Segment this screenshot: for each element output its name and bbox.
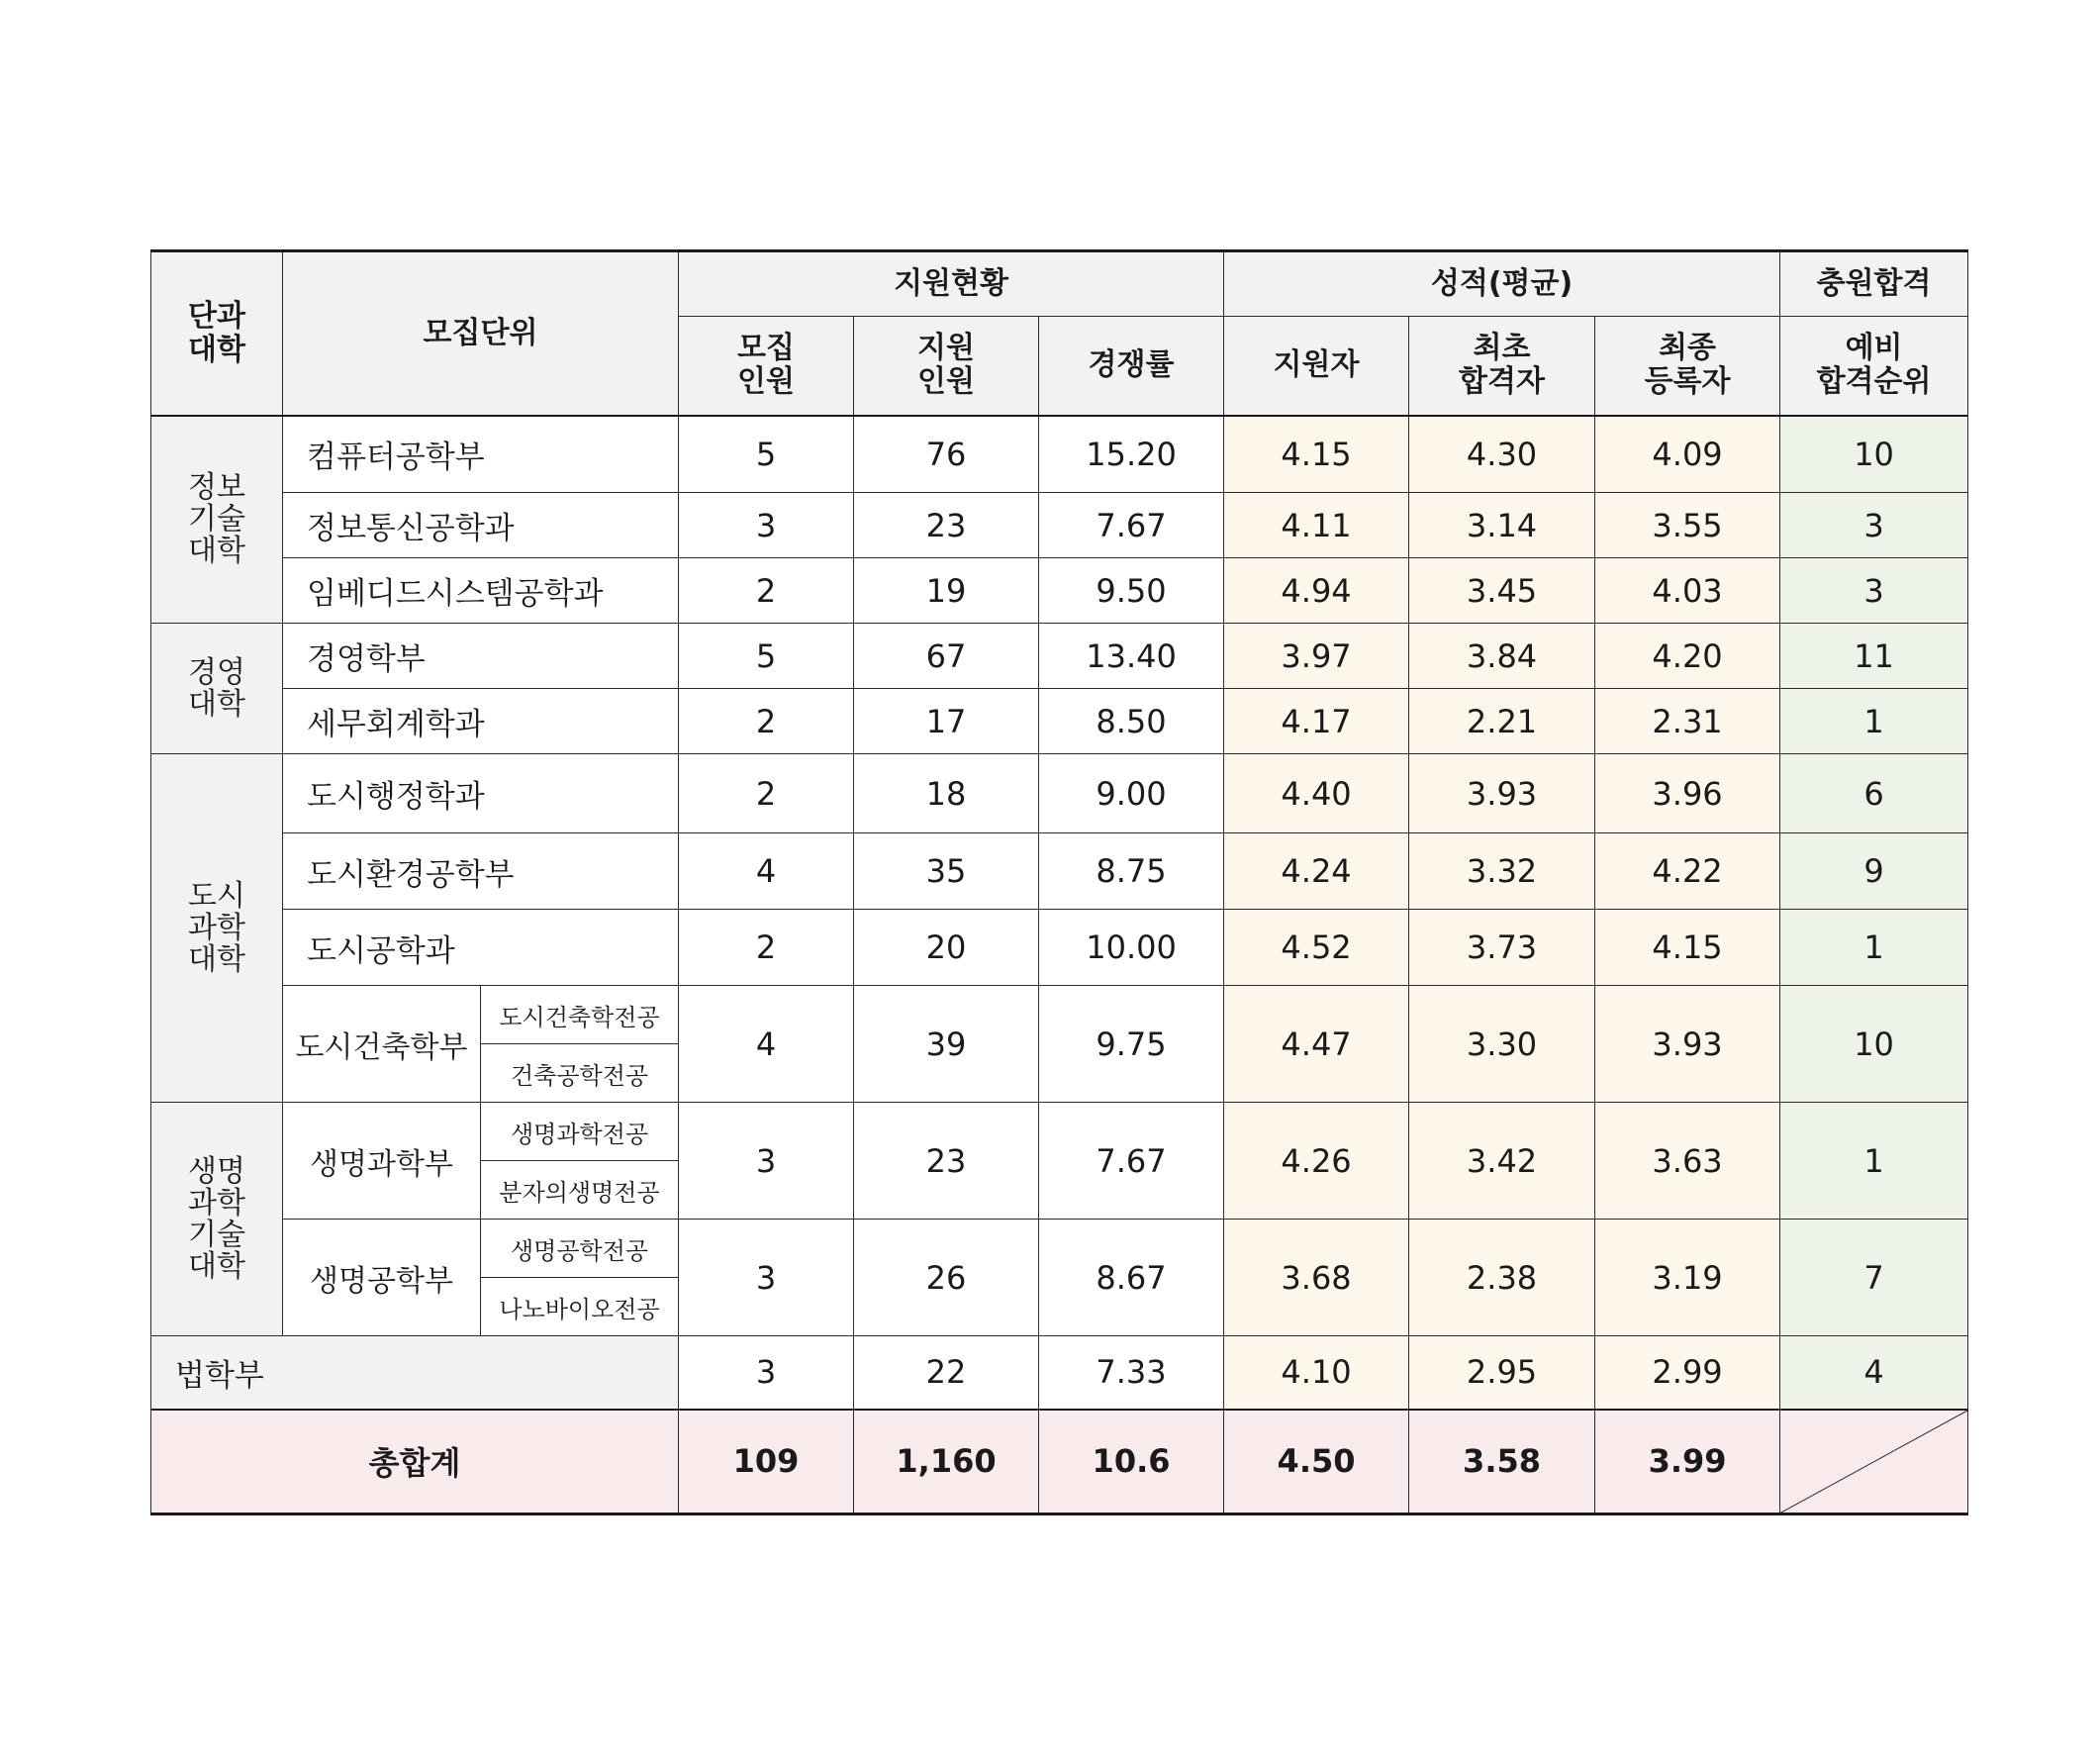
total-grade-final: 3.99 (1595, 1410, 1780, 1514)
dept-cell: 생명공학부 (283, 1220, 481, 1336)
table-row (151, 416, 1968, 493)
wait-rank-cell: 11 (1780, 624, 1968, 689)
major-cell: 도시건축학전공 (481, 986, 679, 1044)
quota-cell: 3 (679, 1220, 854, 1336)
total-grade-first: 3.58 (1409, 1410, 1595, 1514)
dept-cell: 정보통신공학과 (283, 493, 679, 558)
header-ratio: 경쟁률 (1039, 317, 1224, 416)
grade-final-cell: 4.09 (1595, 416, 1780, 493)
dept-cell: 경영학부 (283, 624, 679, 689)
header-grade-group: 성적(평균) (1224, 251, 1780, 317)
major-cell: 나노바이오전공 (481, 1278, 679, 1336)
quota-cell: 3 (679, 493, 854, 558)
wait-rank-cell: 9 (1780, 833, 1968, 910)
quota-cell: 4 (679, 833, 854, 910)
dept-cell: 도시공학과 (283, 910, 679, 986)
ratio-cell: 13.40 (1039, 624, 1224, 689)
grade-final-cell: 2.31 (1595, 689, 1780, 754)
quota-cell: 2 (679, 689, 854, 754)
grade-applicant-cell: 3.68 (1224, 1220, 1409, 1336)
major-cell: 생명공학전공 (481, 1220, 679, 1278)
college-cell: 도시 과학 대학 (151, 754, 283, 1103)
total-empty-cell (1780, 1410, 1968, 1514)
header-apply-group: 지원현황 (679, 251, 1224, 317)
applicants-cell: 18 (854, 754, 1039, 833)
grade-first-cell: 3.14 (1409, 493, 1595, 558)
grade-first-cell: 3.45 (1409, 558, 1595, 624)
total-label: 총합계 (151, 1410, 679, 1514)
header-unit: 모집단위 (283, 251, 679, 416)
grade-first-cell: 2.38 (1409, 1220, 1595, 1336)
ratio-cell: 8.75 (1039, 833, 1224, 910)
wait-rank-cell: 3 (1780, 558, 1968, 624)
total-grade-applicant: 4.50 (1224, 1410, 1409, 1514)
grade-applicant-cell: 4.10 (1224, 1336, 1409, 1410)
college-cell: 경영 대학 (151, 624, 283, 754)
ratio-cell: 10.00 (1039, 910, 1224, 986)
table-row (151, 754, 1968, 833)
ratio-cell: 7.67 (1039, 493, 1224, 558)
ratio-cell: 7.33 (1039, 1336, 1224, 1410)
ratio-cell: 8.67 (1039, 1220, 1224, 1336)
applicants-cell: 17 (854, 689, 1039, 754)
total-row (151, 1410, 1968, 1514)
grade-first-cell: 3.84 (1409, 624, 1595, 689)
wait-rank-cell: 7 (1780, 1220, 1968, 1336)
applicants-cell: 76 (854, 416, 1039, 493)
grade-applicant-cell: 4.24 (1224, 833, 1409, 910)
quota-cell: 5 (679, 624, 854, 689)
applicants-cell: 39 (854, 986, 1039, 1103)
applicants-cell: 23 (854, 493, 1039, 558)
grade-applicant-cell: 4.17 (1224, 689, 1409, 754)
quota-cell: 2 (679, 910, 854, 986)
total-ratio: 10.6 (1039, 1410, 1224, 1514)
applicants-cell: 22 (854, 1336, 1039, 1410)
header-extra-group: 충원합격 (1780, 251, 1968, 317)
quota-cell: 2 (679, 558, 854, 624)
law-dept-cell: 법학부 (151, 1336, 679, 1410)
table-row (151, 1103, 1968, 1161)
table-row (151, 833, 1968, 910)
quota-cell: 2 (679, 754, 854, 833)
applicants-cell: 20 (854, 910, 1039, 986)
grade-final-cell: 3.93 (1595, 986, 1780, 1103)
table-row (151, 1336, 1968, 1410)
wait-rank-cell: 3 (1780, 493, 1968, 558)
grade-applicant-cell: 4.52 (1224, 910, 1409, 986)
dept-cell: 임베디드시스템공학과 (283, 558, 679, 624)
grade-first-cell: 3.30 (1409, 986, 1595, 1103)
dept-cell: 도시환경공학부 (283, 833, 679, 910)
quota-cell: 3 (679, 1103, 854, 1220)
total-applicants: 1,160 (854, 1410, 1039, 1514)
applicants-cell: 26 (854, 1220, 1039, 1336)
table-row (151, 558, 1968, 624)
table-row (151, 493, 1968, 558)
dept-cell: 생명과학부 (283, 1103, 481, 1220)
grade-first-cell: 3.42 (1409, 1103, 1595, 1220)
grade-final-cell: 3.55 (1595, 493, 1780, 558)
major-cell: 생명과학전공 (481, 1103, 679, 1161)
college-cell: 정보 기술 대학 (151, 416, 283, 624)
header-applicants: 지원 인원 (854, 317, 1039, 416)
dept-cell: 도시건축학부 (283, 986, 481, 1103)
grade-first-cell: 3.93 (1409, 754, 1595, 833)
grade-first-cell: 2.21 (1409, 689, 1595, 754)
grade-final-cell: 4.03 (1595, 558, 1780, 624)
grade-final-cell: 4.20 (1595, 624, 1780, 689)
major-cell: 분자의생명전공 (481, 1161, 679, 1220)
header-college: 단과 대학 (151, 251, 283, 416)
grade-applicant-cell: 4.40 (1224, 754, 1409, 833)
grade-first-cell: 3.73 (1409, 910, 1595, 986)
applicants-cell: 19 (854, 558, 1039, 624)
grade-final-cell: 3.96 (1595, 754, 1780, 833)
wait-rank-cell: 10 (1780, 416, 1968, 493)
grade-final-cell: 3.63 (1595, 1103, 1780, 1220)
ratio-cell: 9.50 (1039, 558, 1224, 624)
ratio-cell: 9.00 (1039, 754, 1224, 833)
applicants-cell: 67 (854, 624, 1039, 689)
ratio-cell: 8.50 (1039, 689, 1224, 754)
quota-cell: 5 (679, 416, 854, 493)
wait-rank-cell: 1 (1780, 1103, 1968, 1220)
grade-applicant-cell: 4.47 (1224, 986, 1409, 1103)
grade-first-cell: 2.95 (1409, 1336, 1595, 1410)
dept-cell: 컴퓨터공학부 (283, 416, 679, 493)
dept-cell: 세무회계학과 (283, 689, 679, 754)
grade-applicant-cell: 3.97 (1224, 624, 1409, 689)
total-quota: 109 (679, 1410, 854, 1514)
table-row (151, 689, 1968, 754)
wait-rank-cell: 1 (1780, 689, 1968, 754)
diagonal-slash (1780, 1411, 1967, 1514)
table-row (151, 910, 1968, 986)
ratio-cell: 15.20 (1039, 416, 1224, 493)
admissions-results-table (150, 249, 1968, 1515)
wait-rank-cell: 4 (1780, 1336, 1968, 1410)
ratio-cell: 9.75 (1039, 986, 1224, 1103)
wait-rank-cell: 1 (1780, 910, 1968, 986)
header-grade-final: 최종 등록자 (1595, 317, 1780, 416)
grade-applicant-cell: 4.94 (1224, 558, 1409, 624)
table-row (151, 624, 1968, 689)
applicants-cell: 35 (854, 833, 1039, 910)
grade-first-cell: 3.32 (1409, 833, 1595, 910)
wait-rank-cell: 6 (1780, 754, 1968, 833)
header-grade-first: 최초 합격자 (1409, 317, 1595, 416)
grade-applicant-cell: 4.15 (1224, 416, 1409, 493)
grade-applicant-cell: 4.11 (1224, 493, 1409, 558)
header-quota: 모집 인원 (679, 317, 854, 416)
grade-first-cell: 4.30 (1409, 416, 1595, 493)
applicants-cell: 23 (854, 1103, 1039, 1220)
grade-applicant-cell: 4.26 (1224, 1103, 1409, 1220)
wait-rank-cell: 10 (1780, 986, 1968, 1103)
header-grade-applicant: 지원자 (1224, 317, 1409, 416)
major-cell: 건축공학전공 (481, 1044, 679, 1103)
grade-final-cell: 3.19 (1595, 1220, 1780, 1336)
grade-final-cell: 2.99 (1595, 1336, 1780, 1410)
college-cell: 생명 과학 기술 대학 (151, 1103, 283, 1336)
ratio-cell: 7.67 (1039, 1103, 1224, 1220)
table-row (151, 1220, 1968, 1278)
header-wait-rank: 예비 합격순위 (1780, 317, 1968, 416)
table-row (151, 986, 1968, 1044)
dept-cell: 도시행정학과 (283, 754, 679, 833)
grade-final-cell: 4.22 (1595, 833, 1780, 910)
grade-final-cell: 4.15 (1595, 910, 1780, 986)
quota-cell: 4 (679, 986, 854, 1103)
quota-cell: 3 (679, 1336, 854, 1410)
